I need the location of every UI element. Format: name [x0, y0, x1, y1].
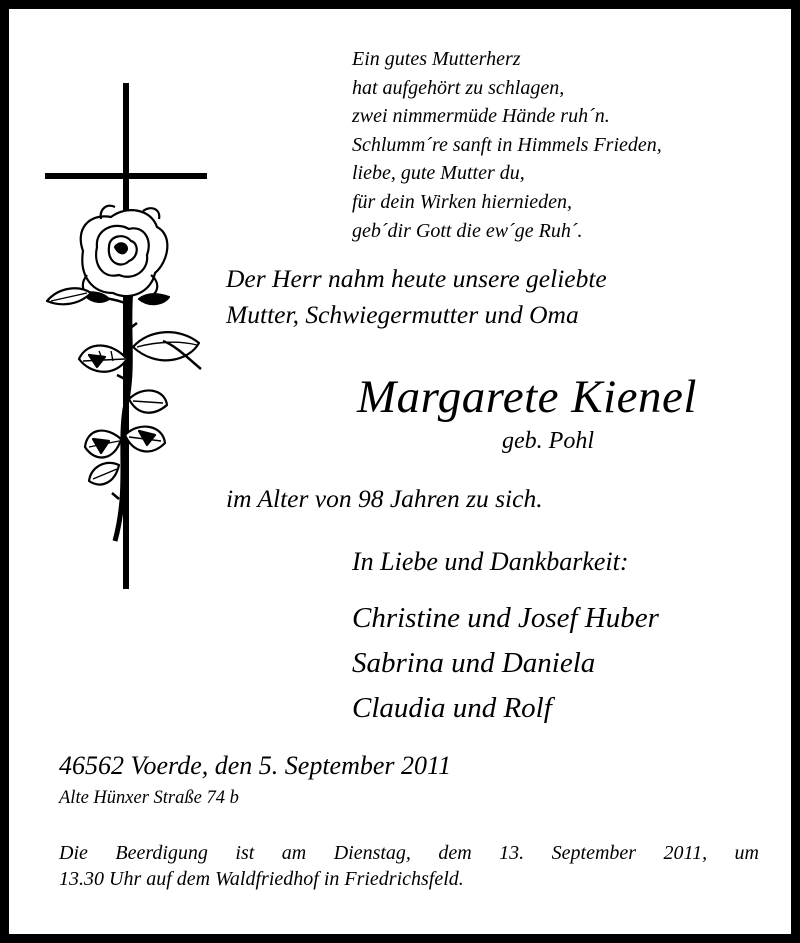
- deceased-name: Margarete Kienel: [357, 371, 697, 423]
- maiden-name: geb. Pohl: [502, 428, 594, 454]
- poem-line: geb´dir Gott die ew´ge Ruh´.: [352, 219, 583, 242]
- funeral-line: 13.30 Uhr auf dem Waldfriedhof in Friedrichsfeld.: [59, 868, 464, 890]
- poem: [352, 45, 662, 245]
- intro-line: Mutter, Schwiegermutter und Oma: [226, 300, 579, 329]
- poem-line: Ein gutes Mutterherz: [352, 48, 521, 70]
- mourner: Claudia und Rolf: [352, 692, 552, 724]
- mourner: Christine und Josef Huber: [352, 602, 659, 634]
- mourners-list: [352, 596, 659, 731]
- thanks-heading: In Liebe und Dankbarkeit:: [352, 547, 629, 576]
- intro-line: Der Herr nahm heute unsere geliebte: [226, 264, 607, 293]
- address: Alte Hünxer Straße 74 b: [59, 788, 239, 808]
- poem-line: Schlumm´re sanft in Himmels Frieden,: [352, 133, 662, 156]
- poem-line: liebe, gute Mutter du,: [352, 162, 525, 185]
- age-line: im Alter von 98 Jahren zu sich.: [226, 484, 543, 513]
- poem-line: zwei nimmermüde Hände ruh´n.: [352, 105, 610, 128]
- mourner: Sabrina und Daniela: [352, 647, 596, 679]
- place-date: 46562 Voerde, den 5. September 2011: [59, 751, 452, 780]
- cross-with-rose: [39, 79, 214, 594]
- funeral-line: Die Beerdigung ist am Dienstag, dem 13. September 2011, um: [59, 842, 759, 864]
- poem-line: für dein Wirken hiernieden,: [352, 190, 572, 213]
- poem-line: hat aufgehört zu schlagen,: [352, 76, 565, 99]
- funeral-notice: [59, 840, 759, 892]
- intro-text: [226, 261, 607, 333]
